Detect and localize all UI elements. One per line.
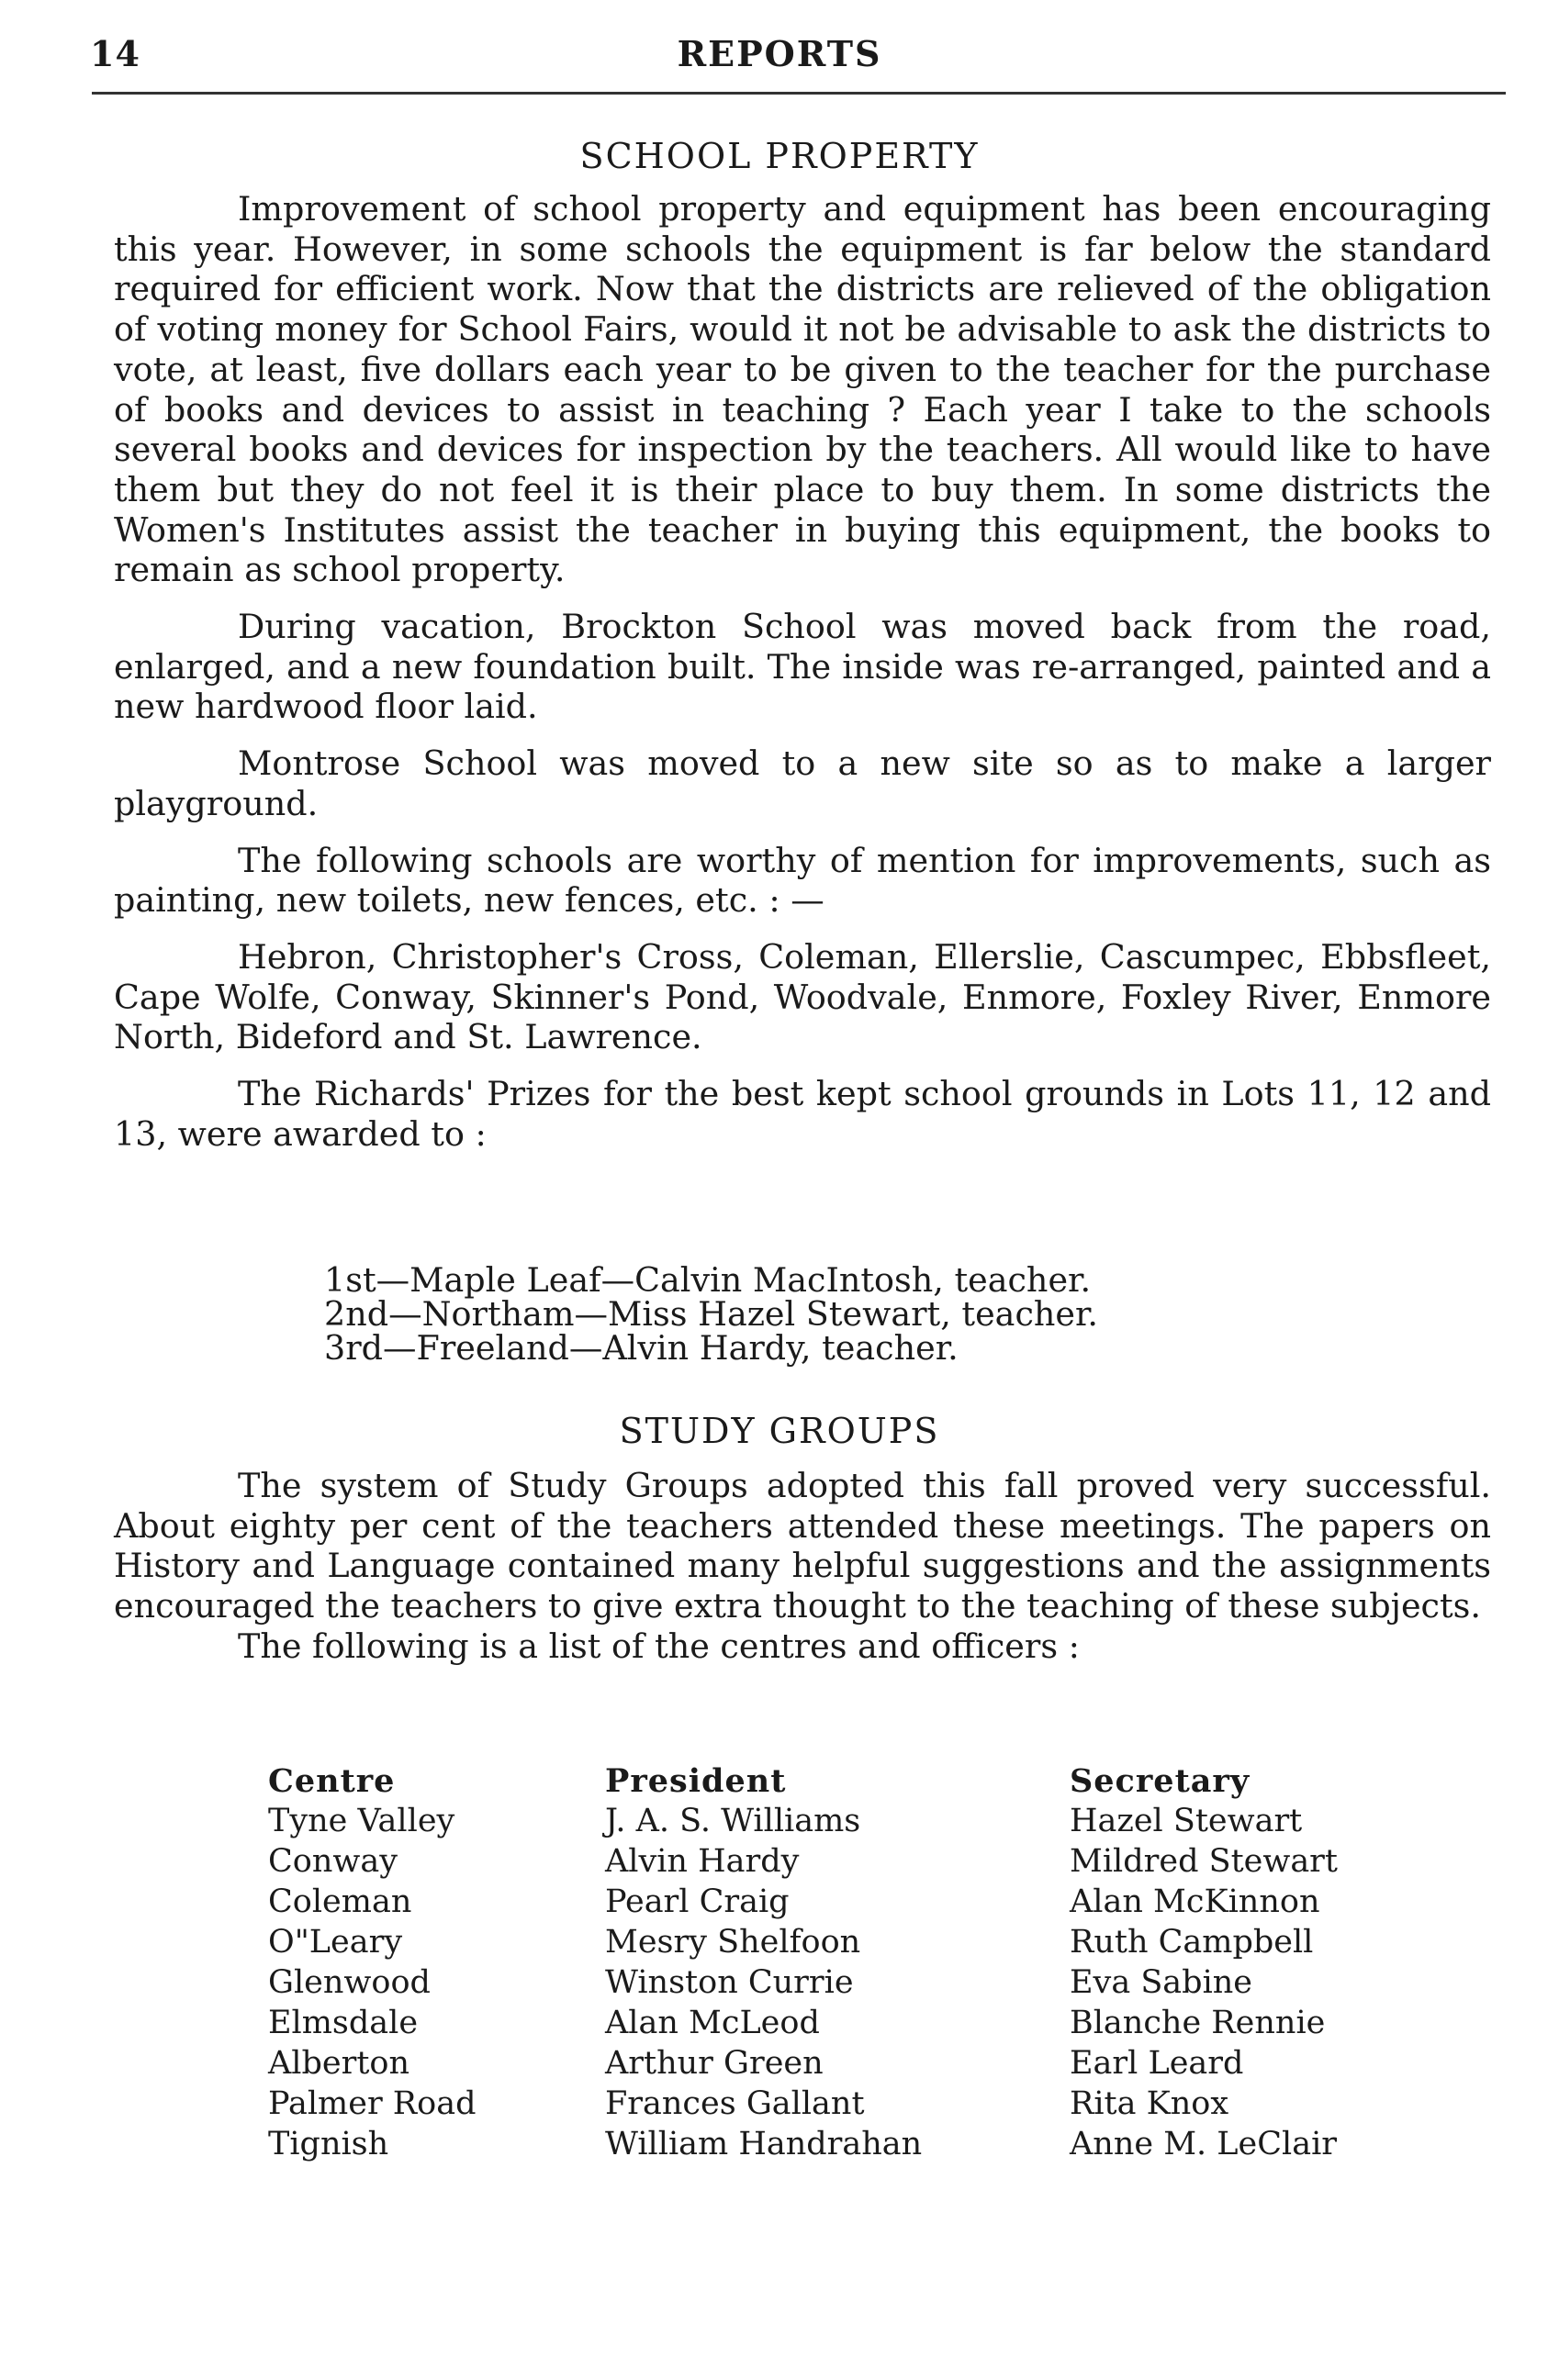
paragraph: The system of Study Groups adopted this fall proved very successful. About eighty per cent of the teachers attended these meetings. The papers on History and Language contained many helpful suggestions and the assignments encouraged the teachers to give extra thought to the teaching of these subjects. [114, 1466, 1491, 1626]
table-header-row [268, 1762, 1425, 1803]
paragraph: During vacation, Brockton School was moved back from the road, enlarged, and a new foundation built. The inside was re-arranged, painted and a new hardwood floor laid. [114, 607, 1491, 727]
table-row [268, 2045, 1425, 2085]
paragraph: The Richards' Prizes for the best kept school grounds in Lots 11, 12 and 13, were awarded to : [114, 1074, 1491, 1154]
president-cell: Pearl Craig [605, 1883, 790, 1920]
centre-cell: Conway [268, 1843, 398, 1880]
centre-cell: Alberton [268, 2045, 409, 2082]
table-row [268, 2005, 1425, 2045]
school-property-body [114, 189, 1491, 1154]
table-row [268, 1803, 1425, 1843]
table-row [268, 2126, 1425, 2166]
centre-cell: Tignish [268, 2126, 389, 2162]
table-row [268, 1883, 1425, 1924]
secretary-cell: Mildred Stewart [1070, 1843, 1338, 1880]
secretary-cell: Anne M. LeClair [1070, 2126, 1338, 2162]
president-cell: Winston Currie [605, 1964, 854, 2001]
centre-cell: Elmsdale [268, 2005, 419, 2041]
prize-item-third: 3rd—Freeland—Alvin Hardy, teacher. [324, 1328, 959, 1368]
secretary-cell: Hazel Stewart [1070, 1803, 1303, 1839]
section-title-study-groups: STUDY GROUPS [619, 1411, 940, 1451]
secretary-cell: Earl Leard [1070, 2045, 1244, 2082]
prize-list [324, 1260, 1099, 1368]
president-cell: William Handrahan [605, 2126, 923, 2162]
secretary-cell: Rita Knox [1070, 2085, 1229, 2122]
president-cell: Frances Gallant [605, 2085, 865, 2122]
president-cell: Alan McLeod [605, 2005, 820, 2041]
president-cell: Arthur Green [605, 2045, 824, 2082]
column-header-centre: Centre [268, 1762, 396, 1800]
president-cell: Mesry Shelfoon [605, 1924, 861, 1961]
officers-table [268, 1762, 1425, 2166]
section-title-school-property: SCHOOL PROPERTY [579, 136, 980, 176]
column-header-president: President [605, 1762, 787, 1800]
column-header-secretary: Secretary [1070, 1762, 1251, 1800]
centre-cell: Tyne Valley [268, 1803, 455, 1839]
centre-cell: Glenwood [268, 1964, 431, 2001]
paragraph: The following is a list of the centres and officers : [238, 1626, 1080, 1666]
header-rule [92, 92, 1506, 95]
running-header: REPORTS [677, 33, 882, 74]
centre-cell: Coleman [268, 1883, 412, 1920]
paragraph: Montrose School was moved to a new site so as to make a larger playground. [114, 743, 1491, 823]
table-row [268, 1843, 1425, 1883]
study-groups-body [114, 1466, 1491, 1667]
secretary-cell: Blanche Rennie [1070, 2005, 1326, 2041]
table-row [268, 1964, 1425, 2005]
president-cell: J. A. S. Williams [605, 1803, 861, 1839]
table-row [268, 1924, 1425, 1964]
paragraph: Improvement of school property and equipment has been encouraging this year. However, in some schools the equipment is far below the standard required for efficient work. Now that the districts are relieved of the obligation of voting money for School Fairs, would it not be advisable to ask the districts to vote, at least, five dollars each year to be given to the teacher for the purchase of books and devices to assist in teaching ? Each year I take to the schools several books and devices for inspection by the teachers. All would like to have them but they do not feel it is their place to buy them. In some districts the Women's Institutes assist the teacher in buying this equipment, the books to remain as school property. [114, 189, 1491, 590]
paragraph: Hebron, Christopher's Cross, Coleman, Ellerslie, Cascumpec, Ebbsfleet, Cape Wolfe, Conway, Skinner's Pond, Woodvale, Enmore, Foxley River, Enmore North, Bideford and St. Lawrence. [114, 936, 1491, 1057]
prize-item-first: 1st—Maple Leaf—Calvin MacIntosh, teacher. [324, 1260, 1092, 1300]
secretary-cell: Eva Sabine [1070, 1964, 1253, 2001]
centre-cell: O"Leary [268, 1924, 403, 1961]
paragraph: The following schools are worthy of mention for improvements, such as painting, new toilets, new fences, etc. : — [114, 840, 1491, 921]
centre-cell: Palmer Road [268, 2085, 477, 2122]
table-row [268, 2085, 1425, 2126]
secretary-cell: Ruth Campbell [1070, 1924, 1314, 1961]
page-number: 14 [90, 33, 140, 74]
prize-item-second: 2nd—Northam—Miss Hazel Stewart, teacher. [324, 1294, 1099, 1334]
secretary-cell: Alan McKinnon [1070, 1883, 1320, 1920]
president-cell: Alvin Hardy [605, 1843, 800, 1880]
